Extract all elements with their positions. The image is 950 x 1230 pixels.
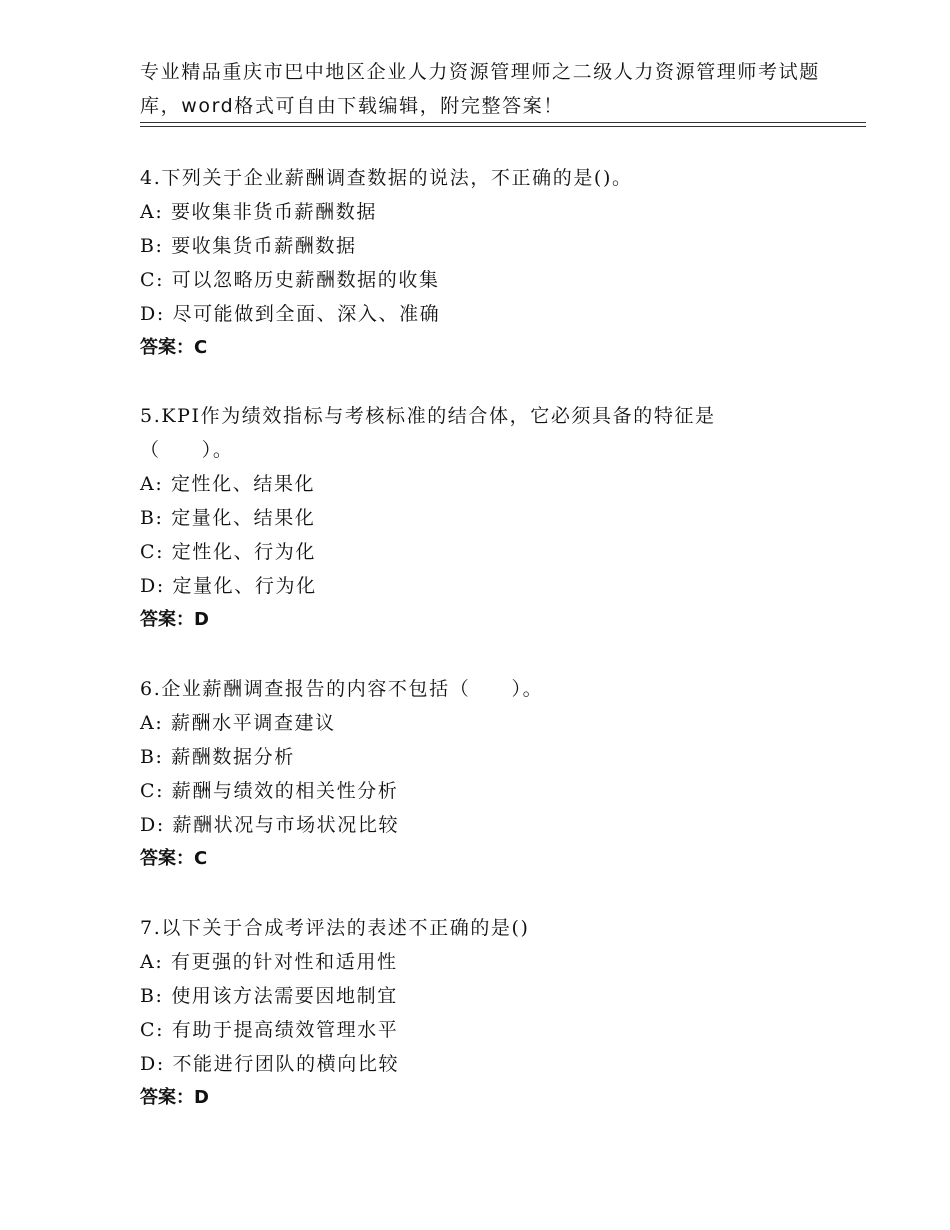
option-d: D: 不能进行团队的横向比较 (140, 1053, 400, 1075)
question-stem: 6.企业薪酬调查报告的内容不包括（ ）。 (140, 678, 544, 700)
question-4 (140, 161, 840, 365)
question-7 (140, 911, 840, 1115)
option-c: C: 有助于提高绩效管理水平 (140, 1019, 399, 1041)
answer: 答案：D (140, 1087, 209, 1108)
option-c: C: 定性化、行为化 (140, 541, 316, 563)
option-b: B: 薪酬数据分析 (140, 746, 295, 768)
header-rule-bottom (140, 126, 866, 127)
option-c: C: 可以忽略历史薪酬数据的收集 (140, 269, 440, 291)
answer: 答案：C (140, 848, 208, 869)
question-stem-continued: （ ）。 (140, 439, 234, 461)
option-a: A: 有更强的针对性和适用性 (140, 951, 398, 973)
option-a: A: 定性化、结果化 (140, 473, 316, 495)
question-6 (140, 672, 840, 876)
document-header (140, 55, 820, 123)
option-b: B: 定量化、结果化 (140, 507, 316, 529)
question-stem: 5.KPI作为绩效指标与考核标准的结合体，它必须具备的特征是 (140, 405, 716, 427)
option-c: C: 薪酬与绩效的相关性分析 (140, 780, 399, 802)
option-d: D: 尽可能做到全面、深入、准确 (140, 303, 441, 325)
question-5 (140, 399, 840, 637)
header-line-2: 库，word格式可自由下载编辑，附完整答案！ (140, 95, 564, 117)
option-d: D: 定量化、行为化 (140, 575, 317, 597)
header-rule-top (140, 122, 866, 123)
answer: 答案：C (140, 337, 208, 358)
question-stem: 4.下列关于企业薪酬调查数据的说法，不正确的是()。 (140, 167, 633, 189)
answer: 答案：D (140, 609, 209, 630)
option-a: A: 要收集非货币薪酬数据 (140, 201, 377, 223)
option-b: B: 使用该方法需要因地制宜 (140, 985, 398, 1007)
option-b: B: 要收集货币薪酬数据 (140, 235, 357, 257)
option-a: A: 薪酬水平调查建议 (140, 712, 336, 734)
question-stem: 7.以下关于合成考评法的表述不正确的是() (140, 917, 530, 939)
option-d: D: 薪酬状况与市场状况比较 (140, 814, 400, 836)
header-line-1: 专业精品重庆市巴中地区企业人力资源管理师之二级人力资源管理师考试题 (140, 61, 820, 83)
